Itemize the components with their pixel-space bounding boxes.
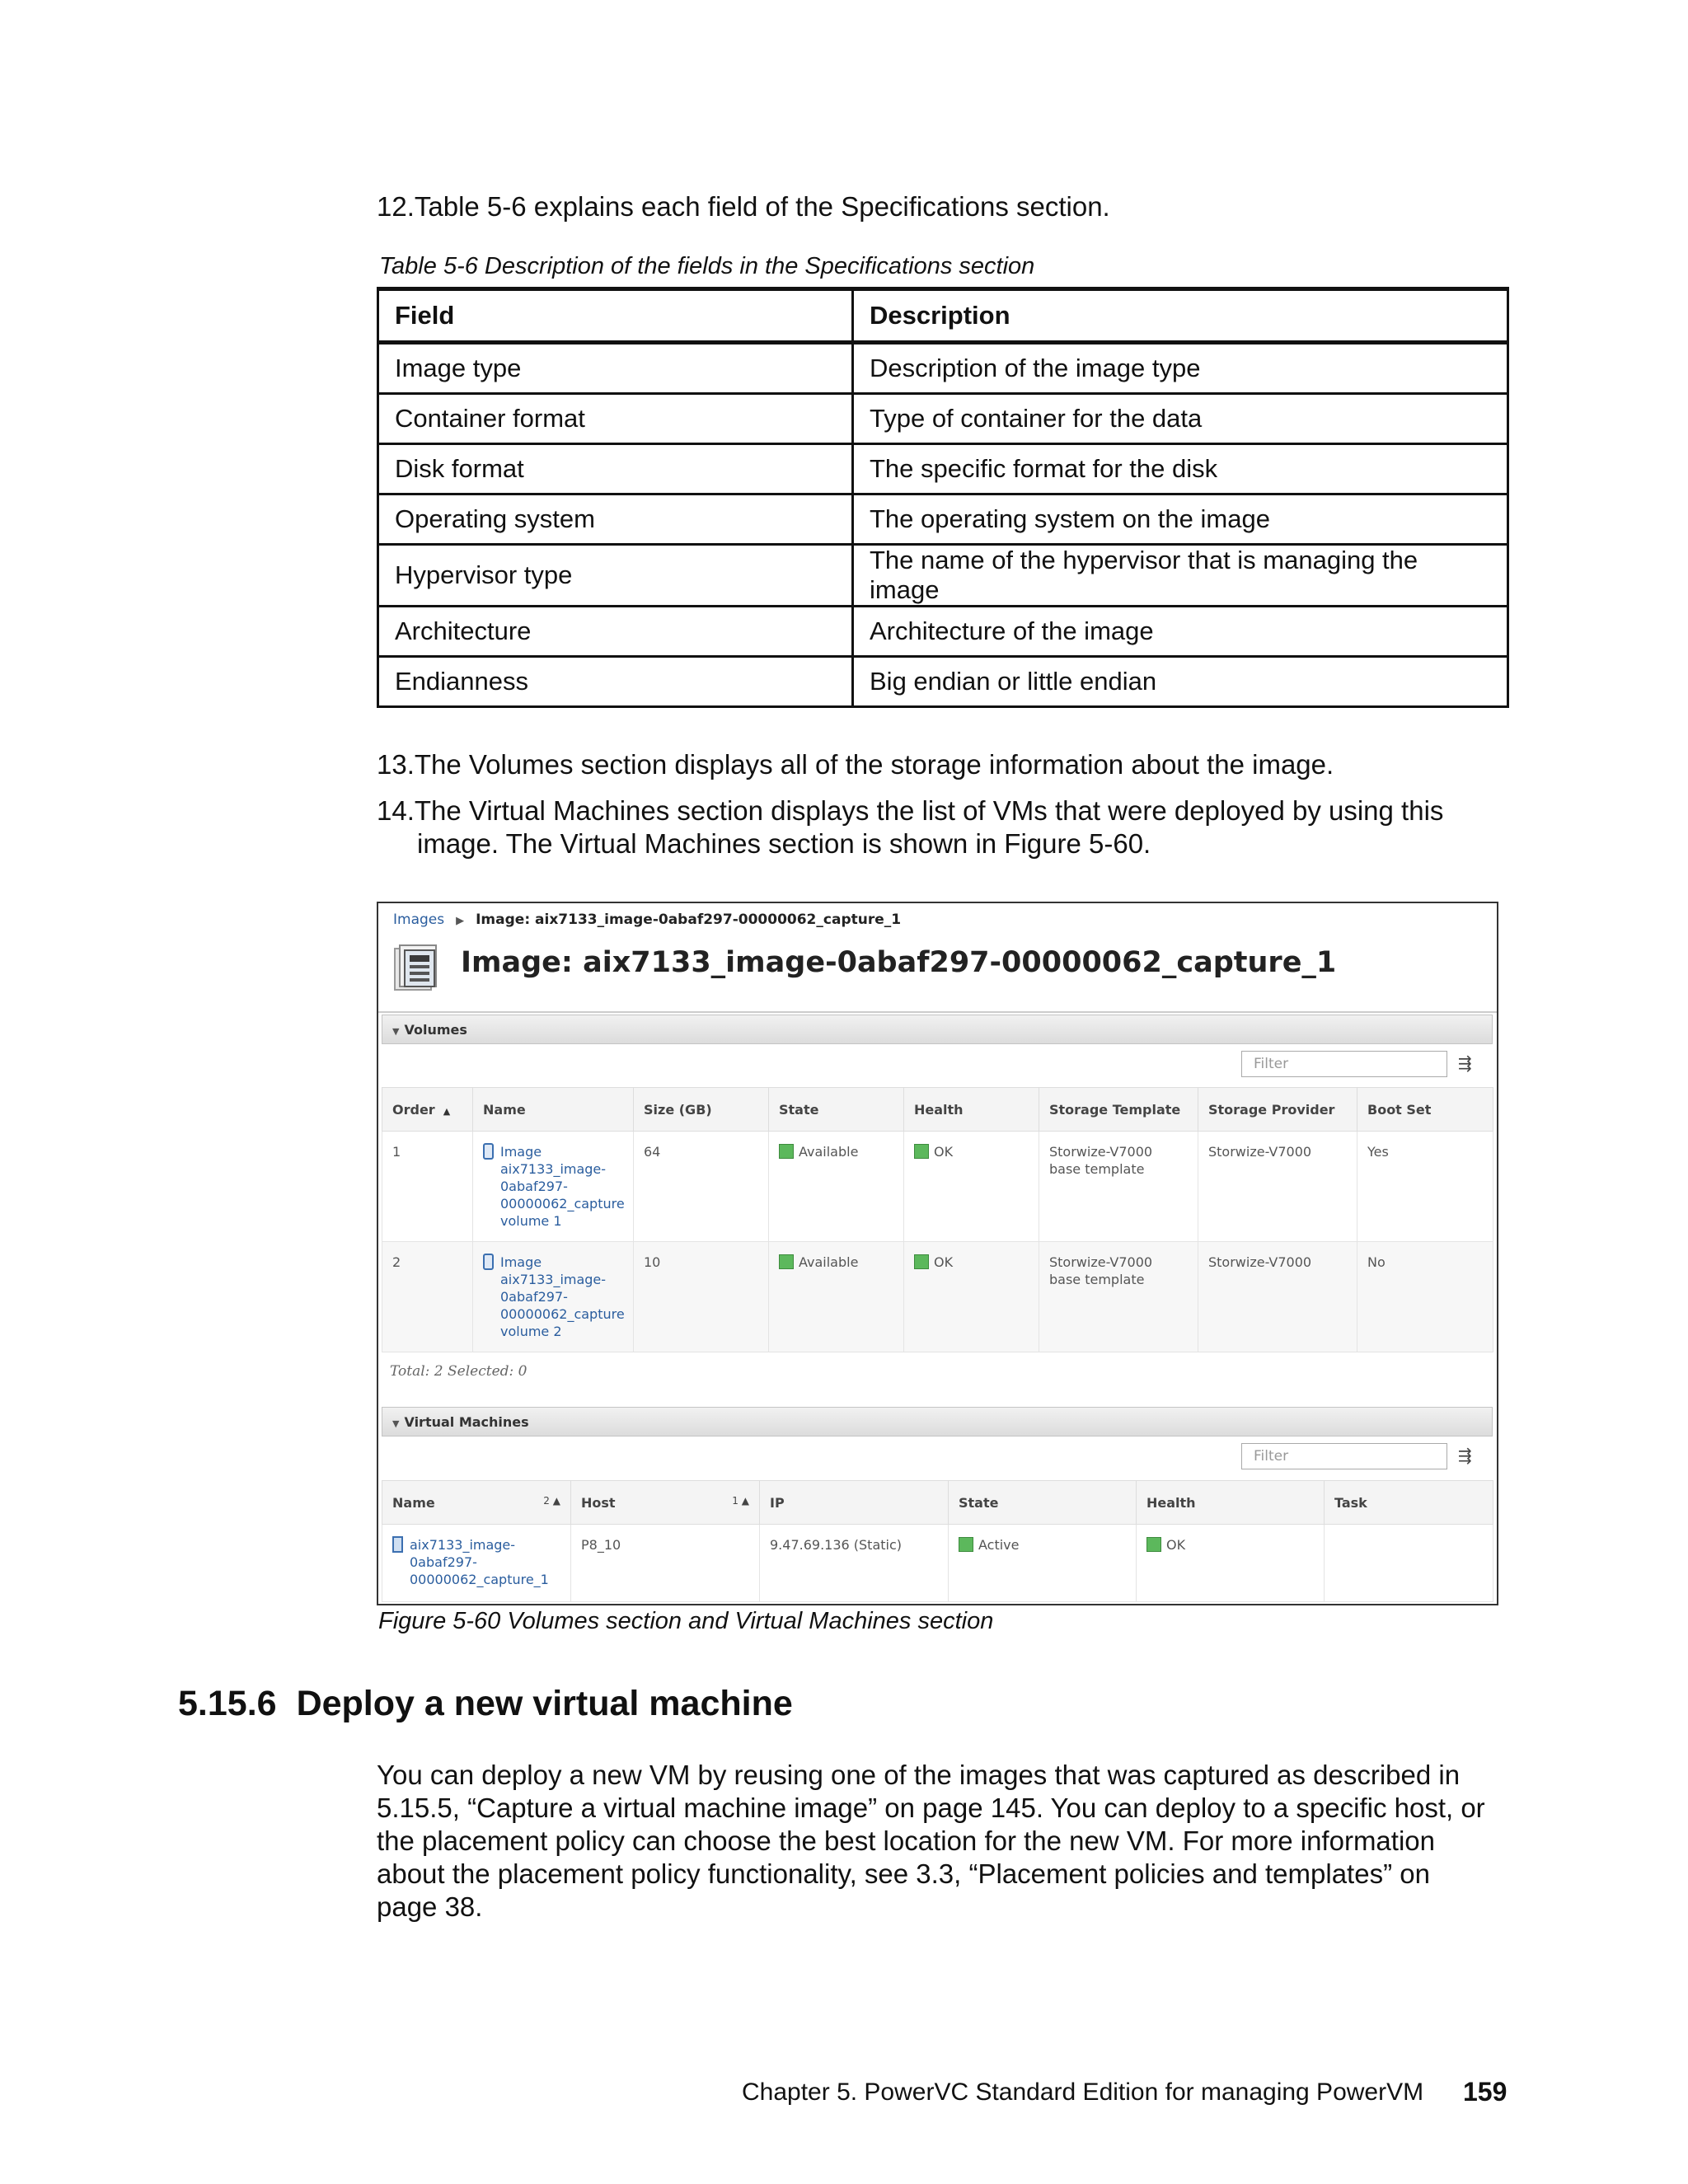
table-row <box>378 494 1508 545</box>
step-13 <box>377 748 1334 781</box>
spec-description: Type of container for the data <box>853 394 1508 444</box>
volumes-section-label: Volumes <box>404 1022 467 1038</box>
column-vm-state[interactable]: State <box>949 1481 1137 1525</box>
sort-priority-number: 2 <box>543 1494 550 1507</box>
sort-ascending-icon: ▲ <box>552 1494 560 1507</box>
volume-name-line: aix7133_image- <box>500 1161 607 1177</box>
vm-health-label: OK <box>1166 1537 1186 1553</box>
volume-health-label: OK <box>934 1144 954 1160</box>
spec-field: Image type <box>378 343 853 394</box>
table-row <box>378 657 1508 707</box>
column-state[interactable]: State <box>769 1088 904 1132</box>
ok-status-icon <box>914 1144 929 1159</box>
template-line: Storwize-V7000 <box>1049 1254 1153 1270</box>
footer-chapter: Chapter 5. PowerVC Standard Edition for managing PowerVM <box>742 2079 1424 2106</box>
volume-storage-template-link[interactable] <box>1039 1132 1198 1242</box>
volume-icon <box>483 1254 494 1270</box>
spec-table-header <box>378 289 1508 343</box>
available-status-icon <box>779 1254 794 1269</box>
column-size[interactable]: Size (GB) <box>634 1088 769 1132</box>
volume-name-line: 00000062_capture <box>500 1306 625 1322</box>
volume-name-link[interactable] <box>500 1143 625 1230</box>
volume-state <box>769 1242 904 1352</box>
step-12-text: Table 5-6 explains each field of the Specifications section. <box>414 191 1110 222</box>
volume-health <box>904 1132 1039 1242</box>
volume-name-cell <box>473 1242 634 1352</box>
template-line: base template <box>1049 1272 1145 1287</box>
column-storage-provider[interactable]: Storage Provider <box>1198 1088 1357 1132</box>
breadcrumb-separator-icon: ▶ <box>456 915 465 927</box>
vm-name-link[interactable] <box>410 1536 549 1588</box>
volume-boot-set: Yes <box>1357 1132 1493 1242</box>
volume-storage-template-link[interactable] <box>1039 1242 1198 1352</box>
volume-name-cell <box>473 1132 634 1242</box>
spec-field: Hypervisor type <box>378 545 853 607</box>
volume-state-label: Available <box>799 1254 859 1270</box>
body-line: 5.15.5, “Capture a virtual machine image” on page 145. You can deploy to a specific host, or <box>377 1793 1485 1823</box>
spec-header-field: Field <box>378 289 853 343</box>
spec-field: Disk format <box>378 444 853 494</box>
spec-field: Architecture <box>378 607 853 657</box>
volumes-section-header[interactable] <box>382 1015 1493 1044</box>
step-12 <box>377 190 1110 223</box>
column-order-label: Order <box>392 1101 435 1118</box>
collapse-triangle-icon: ▼ <box>392 1026 400 1037</box>
volumes-filter-input[interactable]: Filter <box>1241 1051 1447 1077</box>
vm-state <box>949 1525 1137 1602</box>
step-14-line-1: The Virtual Machines section displays the list of VMs that were deployed by using this <box>414 795 1444 826</box>
step-14 <box>377 794 1443 827</box>
title-divider <box>378 1011 1497 1013</box>
vms-filter-input[interactable]: Filter <box>1241 1443 1447 1469</box>
spec-header-description: Description <box>853 289 1508 343</box>
volume-state <box>769 1132 904 1242</box>
vm-ip: 9.47.69.136 (Static) <box>760 1525 949 1602</box>
spec-field: Endianness <box>378 657 853 707</box>
ok-status-icon <box>1146 1537 1161 1552</box>
table-row <box>378 394 1508 444</box>
volume-size: 10 <box>634 1242 769 1352</box>
step-14-line-2: image. The Virtual Machines section is shown in Figure 5-60. <box>417 828 1151 859</box>
volume-name-line: Image <box>500 1254 542 1270</box>
available-status-icon <box>779 1144 794 1159</box>
volume-order: 2 <box>382 1242 473 1352</box>
section-number: 5.15.6 <box>178 1684 277 1723</box>
column-vm-name-label: Name <box>392 1494 435 1511</box>
page-number: 159 <box>1463 2077 1507 2107</box>
column-storage-template[interactable]: Storage Template <box>1039 1088 1198 1132</box>
column-order[interactable] <box>382 1088 473 1132</box>
spec-description: Description of the image type <box>853 343 1508 394</box>
spec-field: Operating system <box>378 494 853 545</box>
volume-name-line: 0abaf297- <box>500 1179 568 1194</box>
ok-status-icon <box>914 1254 929 1269</box>
vms-section-header[interactable] <box>382 1407 1493 1436</box>
image-icon <box>392 942 443 995</box>
volume-order: 1 <box>382 1132 473 1242</box>
vm-name-line: 0abaf297- <box>410 1554 477 1570</box>
table-row <box>378 607 1508 657</box>
body-line: page 38. <box>377 1891 483 1922</box>
section-heading <box>178 1684 793 1724</box>
sort-priority-number: 1 <box>732 1494 738 1507</box>
volume-storage-provider-link[interactable]: Storwize-V7000 <box>1198 1242 1357 1352</box>
volume-name-line: 0abaf297- <box>500 1289 568 1305</box>
vm-host: P8_10 <box>571 1525 760 1602</box>
spec-description: The name of the hypervisor that is managing the image <box>853 545 1508 607</box>
step-13-text: The Volumes section displays all of the storage information about the image. <box>414 749 1334 780</box>
vm-health <box>1137 1525 1325 1602</box>
volume-name-line: volume 1 <box>500 1213 562 1229</box>
section-title: Deploy a new virtual machine <box>296 1684 793 1723</box>
column-ip[interactable]: IP <box>760 1481 949 1525</box>
breadcrumb <box>393 912 901 928</box>
table-row[interactable] <box>382 1525 1493 1602</box>
spec-description: The specific format for the disk <box>853 444 1508 494</box>
spec-description: Big endian or little endian <box>853 657 1508 707</box>
filter-options-icon[interactable]: ⇶ <box>1458 1446 1472 1465</box>
sort-ascending-icon: ▲ <box>443 1105 451 1117</box>
table-caption: Table 5-6 Description of the fields in the Specifications section <box>379 253 1035 279</box>
breadcrumb-images-link[interactable]: Images <box>393 912 445 928</box>
sort-priority <box>543 1495 560 1507</box>
table-row[interactable] <box>382 1242 1493 1352</box>
body-line: the placement policy can choose the best location for the new VM. For more information <box>377 1825 1435 1856</box>
vm-state-label: Active <box>978 1537 1020 1553</box>
volumes-table <box>382 1087 1493 1352</box>
column-host[interactable] <box>571 1481 760 1525</box>
volume-health <box>904 1242 1039 1352</box>
vms-table <box>382 1480 1493 1602</box>
template-line: base template <box>1049 1161 1145 1177</box>
figure-screenshot <box>377 902 1498 1605</box>
column-task[interactable]: Task <box>1325 1481 1493 1525</box>
volume-boot-set: No <box>1357 1242 1493 1352</box>
step-12-number: 12. <box>377 191 415 222</box>
column-boot-set[interactable]: Boot Set <box>1357 1088 1493 1132</box>
spec-description: The operating system on the image <box>853 494 1508 545</box>
vm-name-cell <box>382 1525 571 1602</box>
body-line: about the placement policy functionality, see 3.3, “Placement policies and templates” on <box>377 1858 1430 1889</box>
vms-table-header <box>382 1481 1493 1525</box>
table-row <box>378 545 1508 607</box>
sort-priority <box>732 1495 749 1507</box>
step-13-number: 13. <box>377 749 415 780</box>
volumes-total: Total: 2 Selected: 0 <box>390 1363 528 1380</box>
spec-table <box>377 287 1509 708</box>
collapse-triangle-icon: ▼ <box>392 1418 400 1429</box>
virtual-machine-icon <box>392 1536 403 1553</box>
volume-name-line: volume 2 <box>500 1324 562 1339</box>
table-row <box>378 343 1508 394</box>
table-row <box>378 444 1508 494</box>
volume-storage-provider-link[interactable]: Storwize-V7000 <box>1198 1132 1357 1242</box>
spec-description: Architecture of the image <box>853 607 1508 657</box>
column-host-label: Host <box>581 1494 616 1511</box>
spec-field: Container format <box>378 394 853 444</box>
body-paragraph <box>377 1759 1485 1924</box>
column-name[interactable]: Name <box>473 1088 634 1132</box>
table-row[interactable] <box>382 1132 1493 1242</box>
volume-name-link[interactable] <box>500 1254 625 1340</box>
template-line: Storwize-V7000 <box>1049 1144 1153 1160</box>
column-health[interactable]: Health <box>904 1088 1039 1132</box>
active-status-icon <box>959 1537 973 1552</box>
step-14-number: 14. <box>377 795 415 826</box>
volume-name-line: aix7133_image- <box>500 1272 607 1287</box>
filter-options-icon[interactable]: ⇶ <box>1458 1053 1472 1073</box>
column-vm-name[interactable] <box>382 1481 571 1525</box>
volume-name-line: Image <box>500 1144 542 1160</box>
breadcrumb-current: Image: aix7133_image-0abaf297-00000062_capture_1 <box>476 912 902 928</box>
volume-size: 64 <box>634 1132 769 1242</box>
volume-state-label: Available <box>799 1144 859 1160</box>
figure-caption: Figure 5-60 Volumes section and Virtual Machines section <box>378 1608 994 1634</box>
volume-icon <box>483 1143 494 1160</box>
vm-task <box>1325 1525 1493 1602</box>
volume-name-line: 00000062_capture <box>500 1196 625 1212</box>
vms-section-label: Virtual Machines <box>404 1414 529 1430</box>
vm-name-line: 00000062_capture_1 <box>410 1572 549 1587</box>
vm-name-line: aix7133_image- <box>410 1537 516 1553</box>
column-vm-health[interactable]: Health <box>1137 1481 1325 1525</box>
body-line: You can deploy a new VM by reusing one of the images that was captured as described in <box>377 1760 1461 1790</box>
sort-ascending-icon: ▲ <box>741 1494 749 1507</box>
page-title: Image: aix7133_image-0abaf297-00000062_capture_1 <box>461 946 1337 979</box>
volume-health-label: OK <box>934 1254 954 1270</box>
volumes-table-header <box>382 1088 1493 1132</box>
